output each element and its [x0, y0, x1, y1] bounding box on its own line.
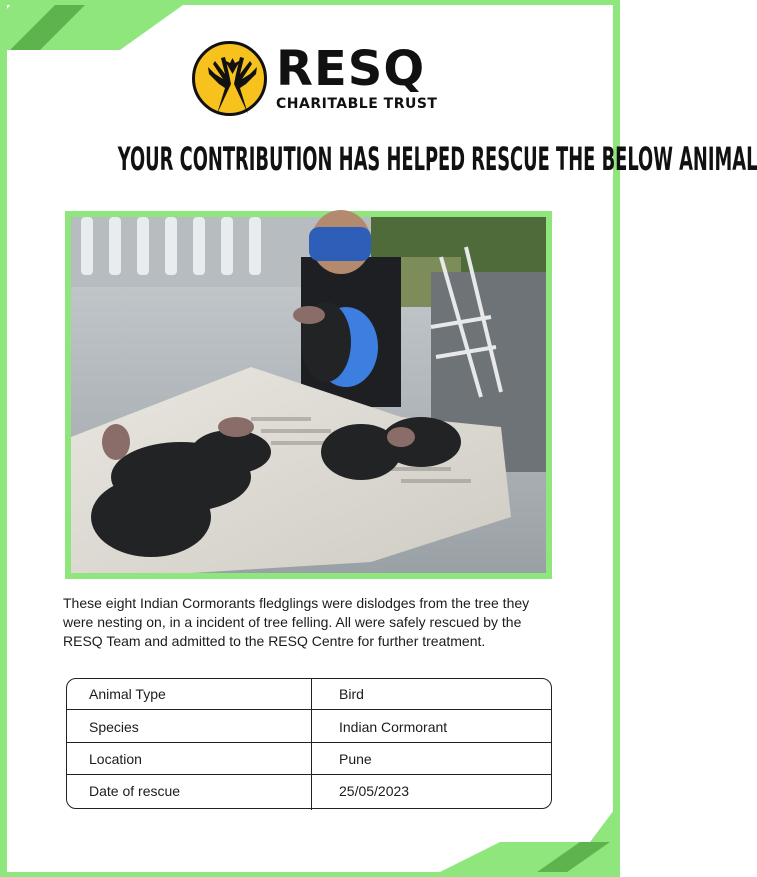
hands-bird-icon	[192, 41, 267, 116]
animal-type-label: Animal Type	[89, 686, 166, 702]
date-of-rescue-label: Date of rescue	[89, 783, 181, 799]
table-column-divider	[311, 679, 312, 810]
table-row	[67, 776, 551, 807]
brand-subtitle: CHARITABLE TRUST	[276, 96, 438, 112]
location-value: Pune	[339, 751, 372, 767]
brand-block	[276, 41, 446, 112]
table-row	[67, 679, 551, 710]
rescue-description: These eight Indian Cormorants fledglings were dislodges from the tree they were nesting on, in a incident of tree felling. All were safely rescued by the RESQ Team and admitted to the RESQ Centre for further treatment.	[63, 595, 530, 649]
species-label: Species	[89, 719, 139, 735]
table-row	[67, 712, 551, 743]
rescue-details-table	[66, 678, 552, 809]
date-of-rescue-value: 25/05/2023	[339, 783, 410, 799]
species-value: Indian Cormorant	[339, 719, 448, 735]
page-headline: YOUR CONTRIBUTION HAS HELPED RESCUE THE BELOW ANIMAL	[117, 140, 757, 178]
location-label: Location	[89, 751, 142, 767]
table-row	[67, 744, 551, 775]
rescued-cormorant-fledglings-photo	[71, 217, 546, 573]
animal-type-value: Bird	[339, 686, 364, 702]
brand-name: RESQ	[276, 41, 426, 97]
